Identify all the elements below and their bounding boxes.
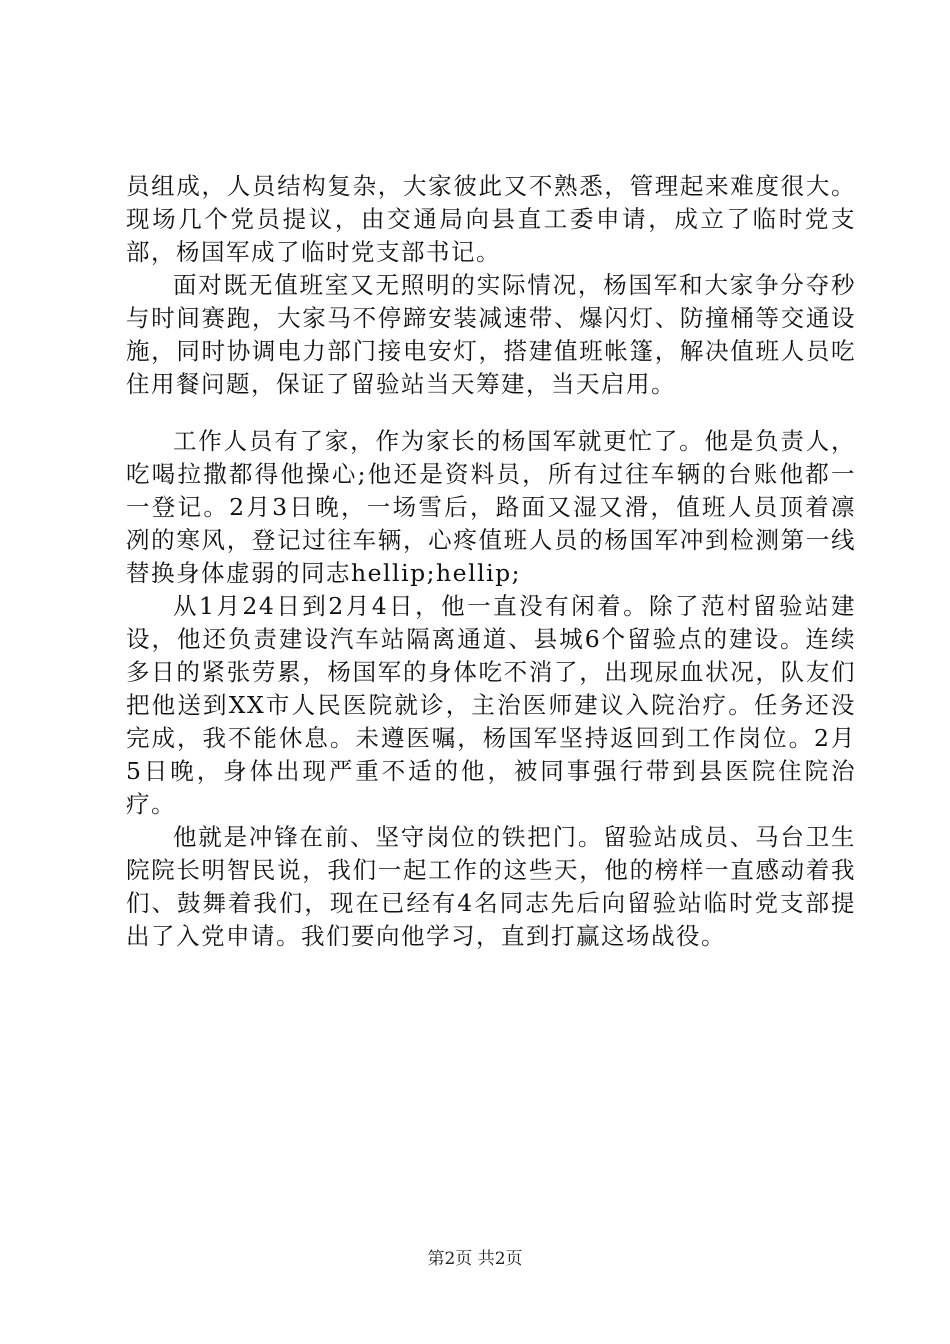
paragraph-5: 他就是冲锋在前、坚守岗位的铁把门。留验站成员、马台卫生院院长明智民说，我们一起工作的这些天，他的榜样一直感动着我们、鼓舞着我们，现在已经有4名同志先后向留验站临时党支部提出了入党申请。我们要向他学习，直到打赢这场战役。	[126, 823, 856, 950]
document-body	[126, 170, 856, 953]
paragraph-1: 员组成，人员结构复杂，大家彼此又不熟悉，管理起来难度很大。现场几个党员提议，由交通局向县直工委申请，成立了临时党支部，杨国军成了临时党支部书记。	[126, 172, 856, 266]
paragraph-2: 面对既无值班室又无照明的实际情况，杨国军和大家争分夺秒与时间赛跑，大家马不停蹄安装减速带、爆闪灯、防撞桶等交通设施，同时协调电力部门接电安灯，搭建值班帐篷，解决值班人员吃住用餐问题，保证了留验站当天筹建，当天启用。	[126, 271, 856, 398]
paragraph-4: 从1月24日到2月4日，他一直没有闲着。除了范村留验站建设，他还负责建设汽车站隔离通道、县城6个留验点的建设。连续多日的紧张劳累，杨国军的身体吃不消了，出现尿血状况，队友们把他送到XX市人民医院就诊，主治医师建议入院治疗。任务还没完成，我不能休息。未遵医嘱，杨国军坚持返回到工作岗位。2月5日晚，身体出现严重不适的他，被同事强行带到县医院住院治疗。	[126, 592, 856, 818]
page-number-footer: 第2页 共2页	[427, 1249, 523, 1269]
paragraph-3: 工作人员有了家，作为家长的杨国军就更忙了。他是负责人，吃喝拉撒都得他操心;他还是资料员，所有过往车辆的台账他都一一登记。2月3日晚，一场雪后，路面又湿又滑，值班人员顶着凛冽的寒风，登记过往车辆，心疼值班人员的杨国军冲到检测第一线替换身体虚弱的同志hellip;hellip;	[126, 427, 856, 587]
paragraph-gap	[126, 401, 856, 425]
